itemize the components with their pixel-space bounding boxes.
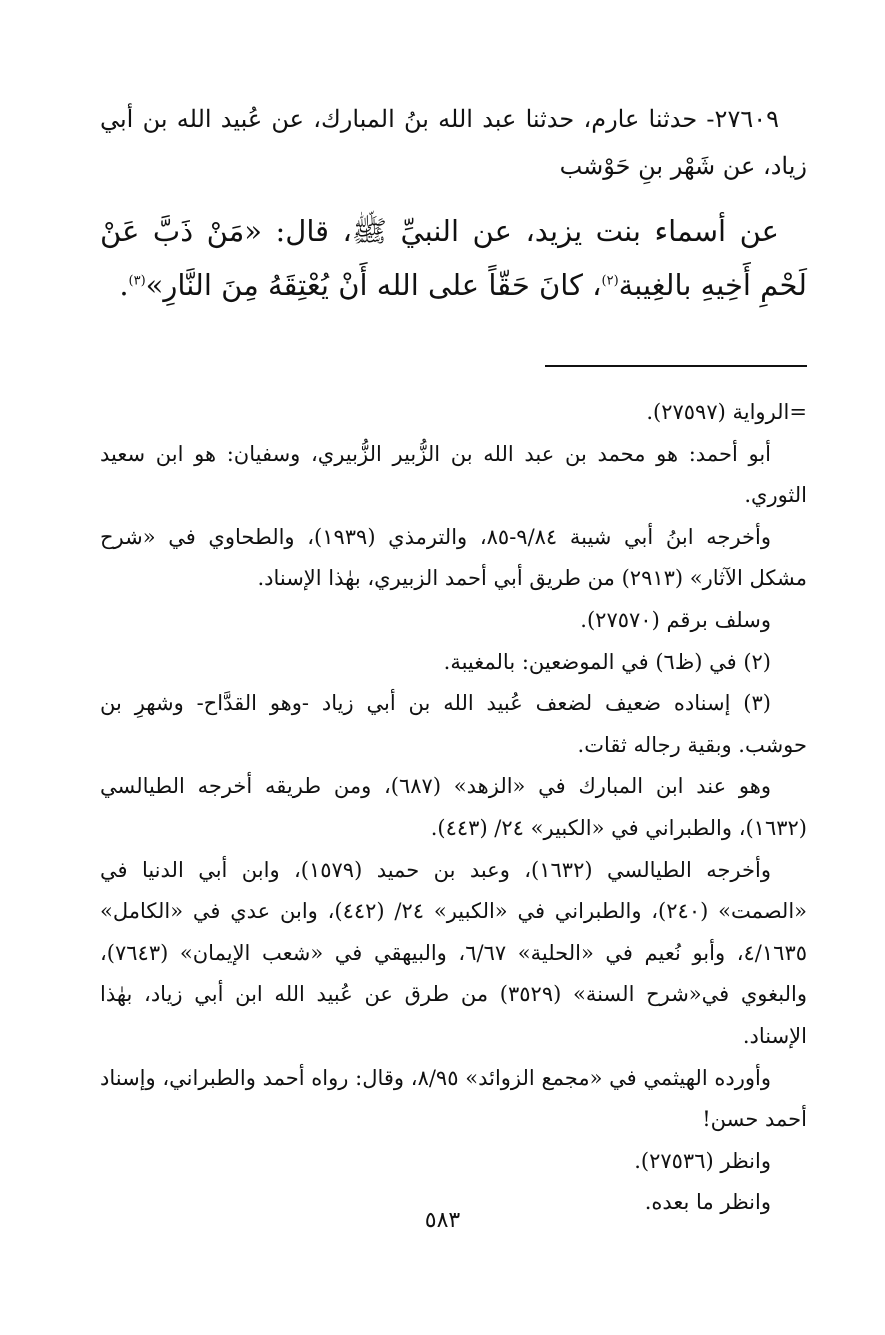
hadith-matn-end: . — [119, 268, 129, 302]
footnote-marker-2: (٢) — [601, 273, 619, 289]
hadith-block — [100, 96, 807, 312]
footnote-paragraph: وانظر (٢٧٥٣٦). — [634, 1148, 771, 1173]
footnote-3: (٣) إسناده ضعيف لضعف عُبيد الله بن أبي زياد -وهو القدَّاح- وشهرِ بن حوشب. وبقية رجاله ثقات. — [100, 691, 807, 757]
footnote-paragraph: وأخرجه ابنُ أبي شيبة ٩/٨٤-٨٥، والترمذي (١٩٣٩)، والطحاوي في «شرح مشكل الآثار» (٢٩١٣) من طريق أبي أحمد الزبيري، بهٰذا الإسناد. — [100, 524, 807, 591]
footnote-2: (٢) في (ظ٦) في الموضعين: بالمغيبة. — [443, 649, 771, 674]
hadith-matn-part1: عن أسماء بنت يزيد، عن النبيِّ ﷺ، قال: «مَنْ ذَبَّ عَنْ لَحْمِ أَخِيهِ بالغِيبة — [100, 214, 807, 302]
footnote-continuation: =الرواية (٢٧٥٩٧). — [646, 400, 807, 424]
page-number: ٥٨٣ — [424, 1208, 461, 1233]
main-text — [100, 96, 807, 312]
footnote-separator — [545, 365, 807, 367]
footnote-paragraph: وهو عند ابن المبارك في «الزهد» (٦٨٧)، ومن طريقه أخرجه الطيالسي (١٦٣٢)، والطبراني في «الكبير» ٢٤/ (٤٤٣). — [100, 774, 807, 840]
footnote-marker-3: (٣) — [128, 273, 146, 289]
hadith-matn — [100, 204, 807, 312]
hadith-matn-part2: ، كانَ حَقّاً على الله أَنْ يُعْتِقَهُ مِنَ النَّارِ» — [145, 268, 602, 302]
footnote-paragraph: وانظر ما بعده. — [644, 1190, 771, 1215]
footnote-paragraph: أبو أحمد: هو محمد بن عبد الله بن الزُّبير الزُّبيري، وسفيان: هو ابن سعيد الثوري. — [100, 441, 807, 508]
footnote-paragraph: وأورده الهيثمي في «مجمع الزوائد» ٨/٩٥، وقال: رواه أحمد والطبراني، وإسناد أحمد حسن! — [100, 1065, 807, 1132]
footnotes — [100, 392, 807, 1224]
footnote-paragraph: وأخرجه الطيالسي (١٦٣٢)، وعبد بن حميد (١٥٧٩)، وابن أبي الدنيا في «الصمت» (٢٤٠)، والطبراني في «الكبير» ٢٤/ (٤٤٢)، وابن عدي في «الكامل» ٤/١٦٣٥، وأبو نُعيم في «الحلية» ٦/٦٧، والبيهقي في «شعب الإيمان» (٧٦٤٣)، والبغوي في«شرح السنة» (٣٥٢٩) من طرق عن عُبيد الله ابن أبي زياد، بهٰذا الإسناد. — [100, 857, 808, 1048]
hadith-isnad: ٢٧٦٠٩- حدثنا عارم، حدثنا عبد الله بنُ المبارك، عن عُبيد الله بن أبي زياد، عن شَهْر بنِ حَوْشب — [100, 105, 807, 180]
footnote-paragraph: وسلف برقم (٢٧٥٧٠). — [580, 607, 771, 632]
